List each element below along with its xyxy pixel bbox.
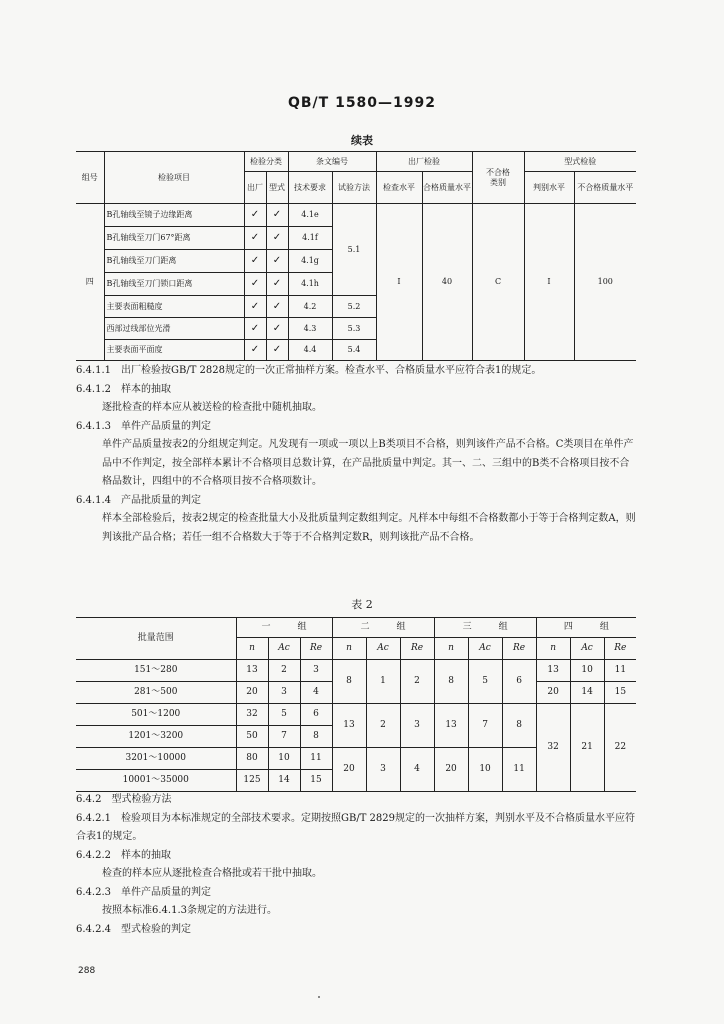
nonconf-class-value: C: [472, 204, 524, 361]
g3-n: 20: [434, 748, 468, 792]
g2-n: 8: [332, 660, 366, 704]
sub-ac: Ac: [570, 638, 604, 660]
section-6-4-1-3: 6.4.1.3 单件产品质量的判定: [76, 420, 211, 432]
type-check: ✓: [266, 227, 288, 250]
factory-check: ✓: [244, 204, 266, 227]
sub-n: n: [236, 638, 268, 660]
tech-req-ref: 4.1g: [288, 250, 332, 273]
g1-ac: 2: [268, 660, 300, 682]
factory-check: ✓: [244, 340, 266, 361]
header-tech-req: 技术要求: [288, 172, 332, 204]
lot-range: 3201～10000: [76, 748, 236, 770]
g1-n: 32: [236, 704, 268, 726]
header-test-method: 试验方法: [332, 172, 376, 204]
disc-level-value: Ⅰ: [524, 204, 574, 361]
table1-title: 续表: [351, 134, 373, 147]
g2-ac: 3: [366, 748, 400, 792]
g4-n: 32: [536, 704, 570, 792]
g1-ac: 10: [268, 748, 300, 770]
tech-req-ref: 4.2: [288, 296, 332, 318]
lot-range: 10001～35000: [76, 770, 236, 792]
sub-n: n: [434, 638, 468, 660]
factory-check: ✓: [244, 273, 266, 296]
g1-ac: 5: [268, 704, 300, 726]
paragraph: 样本全部检验后，按表2规定的检查批量大小及批质量判定数组判定。凡样本中每组不合格数都小于等于合格判定数A，则判该批产品合格；若任一组不合格数大于等于不合格判定数R，则判该批产品不合格。: [102, 513, 636, 543]
item-name: 主要表面平面度: [104, 340, 244, 361]
lot-range: 1201～3200: [76, 726, 236, 748]
page-number: 288: [78, 966, 96, 976]
merged-test-method: 5.1: [332, 204, 376, 296]
g1-re: 15: [300, 770, 332, 792]
g4-re: 11: [604, 660, 636, 682]
paragraph: 单件产品质量按表2的分组规定判定。凡发现有一项或一项以上B类项目不合格，则判该件产品不合格。C类项目在单件产品中不作判定，按全部样本累计不合格项目总数计算，在产品批质量中判定。其一、二、三组中的B类不合格项目按不合格品数计，四组中的不合格项目按不合格项数计。: [102, 439, 634, 487]
g1-ac: 14: [268, 770, 300, 792]
factory-check: ✓: [244, 318, 266, 340]
g4-n: 13: [536, 660, 570, 682]
g3-ac: 7: [468, 704, 502, 748]
table2: [76, 617, 636, 792]
g2-ac: 2: [366, 704, 400, 748]
test-method-ref: 5.4: [332, 340, 376, 361]
g2-re: 2: [400, 660, 434, 704]
tech-req-ref: 4.1h: [288, 273, 332, 296]
g1-n: 80: [236, 748, 268, 770]
group-number: 四: [76, 204, 104, 361]
g4-ac: 10: [570, 660, 604, 682]
lot-range: 501～1200: [76, 704, 236, 726]
tech-req-ref: 4.1f: [288, 227, 332, 250]
g4-re: 22: [604, 704, 636, 792]
g2-re: 3: [400, 704, 434, 748]
header-inspection-class: 检验分类: [244, 152, 288, 172]
g1-ac: 3: [268, 682, 300, 704]
section-6-4-1-1: 6.4.1.1 出厂检验按GB/T 2828规定的一次正常抽样方案。检查水平、合格质量水平应符合表1的规定。: [76, 365, 542, 376]
table1: [76, 151, 636, 361]
scan-speck: [318, 996, 320, 998]
g1-re: 11: [300, 748, 332, 770]
g1-n: 13: [236, 660, 268, 682]
g1-n: 50: [236, 726, 268, 748]
insp-level-value: Ⅰ: [376, 204, 422, 361]
item-name: B孔轴线至刀门锁口距离: [104, 273, 244, 296]
item-name: 西部过线部位光滑: [104, 318, 244, 340]
g3-ac: 10: [468, 748, 502, 792]
sub-ac: Ac: [468, 638, 502, 660]
g1-ac: 7: [268, 726, 300, 748]
section-6-4-2-1: 6.4.2.1 检验项目为本标准规定的全部技术要求。定期按照GB/T 2829规定的一次抽样方案，判别水平及不合格质量水平应符合表1的规定。: [76, 812, 636, 842]
g4-ac: 21: [570, 704, 604, 792]
header-nonconformity: 不合格 类别: [472, 152, 524, 204]
item-name: 主要表面粗糙度: [104, 296, 244, 318]
item-name: B孔轴线至刀门距离: [104, 250, 244, 273]
type-check: ✓: [266, 318, 288, 340]
header-group-2: 二 组: [332, 618, 434, 638]
sub-re: Re: [502, 638, 536, 660]
header-factory-inspection: 出厂检验: [376, 152, 472, 172]
paragraph: 逐批检查的样本应从被送检的检查批中随机抽取。: [102, 402, 322, 413]
paragraph: 按照本标准6.4.1.3条规定的方法进行。: [102, 905, 277, 916]
sub-n: n: [332, 638, 366, 660]
factory-check: ✓: [244, 227, 266, 250]
aql-value: 40: [422, 204, 472, 361]
type-check: ✓: [266, 204, 288, 227]
section-6-4-1-4: 6.4.1.4 产品批质量的判定: [76, 494, 201, 506]
header-group-1: 一 组: [236, 618, 332, 638]
lot-range: 151～280: [76, 660, 236, 682]
header-factory: 出厂: [244, 172, 266, 204]
standard-number: QB/T 1580—1992: [287, 95, 437, 111]
test-method-ref: 5.3: [332, 318, 376, 340]
g3-re: 6: [502, 660, 536, 704]
g1-re: 8: [300, 726, 332, 748]
header-item: 检验项目: [104, 152, 244, 204]
header-group: 组号: [76, 152, 104, 204]
g4-ac: 14: [570, 682, 604, 704]
header-disc-level: 判别水平: [524, 172, 574, 204]
sub-re: Re: [300, 638, 332, 660]
sub-re: Re: [400, 638, 434, 660]
g1-re: 6: [300, 704, 332, 726]
g1-re: 4: [300, 682, 332, 704]
item-name: B孔轴线至刀门67°距离: [104, 227, 244, 250]
section-6-4-1-2: 6.4.1.2 样本的抽取: [76, 383, 171, 395]
g3-re: 8: [502, 704, 536, 748]
test-method-ref: 5.2: [332, 296, 376, 318]
header-type-inspection: 型式检验: [524, 152, 636, 172]
item-name: B孔轴线至镜子边缘距离: [104, 204, 244, 227]
g4-n: 20: [536, 682, 570, 704]
header-group-3: 三 组: [434, 618, 536, 638]
section-6-4-2-4: 6.4.2.4 型式检验的判定: [76, 923, 191, 935]
sections-a: [76, 362, 638, 547]
g4-re: 15: [604, 682, 636, 704]
paragraph: 检查的样本应从逐批检查合格批或若干批中抽取。: [102, 868, 322, 879]
header-clause: 条文编号: [288, 152, 376, 172]
tech-req-ref: 4.3: [288, 318, 332, 340]
tech-req-ref: 4.1e: [288, 204, 332, 227]
g3-re: 11: [502, 748, 536, 792]
header-group-4: 四 组: [536, 618, 636, 638]
sub-n: n: [536, 638, 570, 660]
factory-check: ✓: [244, 296, 266, 318]
header-aql: 合格质量水平: [422, 172, 472, 204]
g2-n: 13: [332, 704, 366, 748]
sub-ac: Ac: [268, 638, 300, 660]
type-check: ✓: [266, 250, 288, 273]
g1-re: 3: [300, 660, 332, 682]
factory-check: ✓: [244, 250, 266, 273]
tech-req-ref: 4.4: [288, 340, 332, 361]
g3-n: 13: [434, 704, 468, 748]
header-lot-range: 批量范围: [76, 618, 236, 660]
section-6-4-2-2: 6.4.2.2 样本的抽取: [76, 849, 171, 861]
type-check: ✓: [266, 273, 288, 296]
lot-range: 281～500: [76, 682, 236, 704]
sub-ac: Ac: [366, 638, 400, 660]
rql-value: 100: [574, 204, 636, 361]
header-rql: 不合格质量水平: [574, 172, 636, 204]
header-type: 型式: [266, 172, 288, 204]
g2-ac: 1: [366, 660, 400, 704]
sub-re: Re: [604, 638, 636, 660]
g1-n: 20: [236, 682, 268, 704]
section-6-4-2: 6.4.2 型式检验方法: [76, 794, 172, 805]
type-check: ✓: [266, 340, 288, 361]
section-6-4-2-3: 6.4.2.3 单件产品质量的判定: [76, 886, 211, 898]
sections-b: [76, 791, 638, 939]
g3-ac: 5: [468, 660, 502, 704]
g2-n: 20: [332, 748, 366, 792]
table2-title: 表 2: [351, 598, 373, 611]
g2-re: 4: [400, 748, 434, 792]
header-insp-level: 检查水平: [376, 172, 422, 204]
g3-n: 8: [434, 660, 468, 704]
type-check: ✓: [266, 296, 288, 318]
g1-n: 125: [236, 770, 268, 792]
